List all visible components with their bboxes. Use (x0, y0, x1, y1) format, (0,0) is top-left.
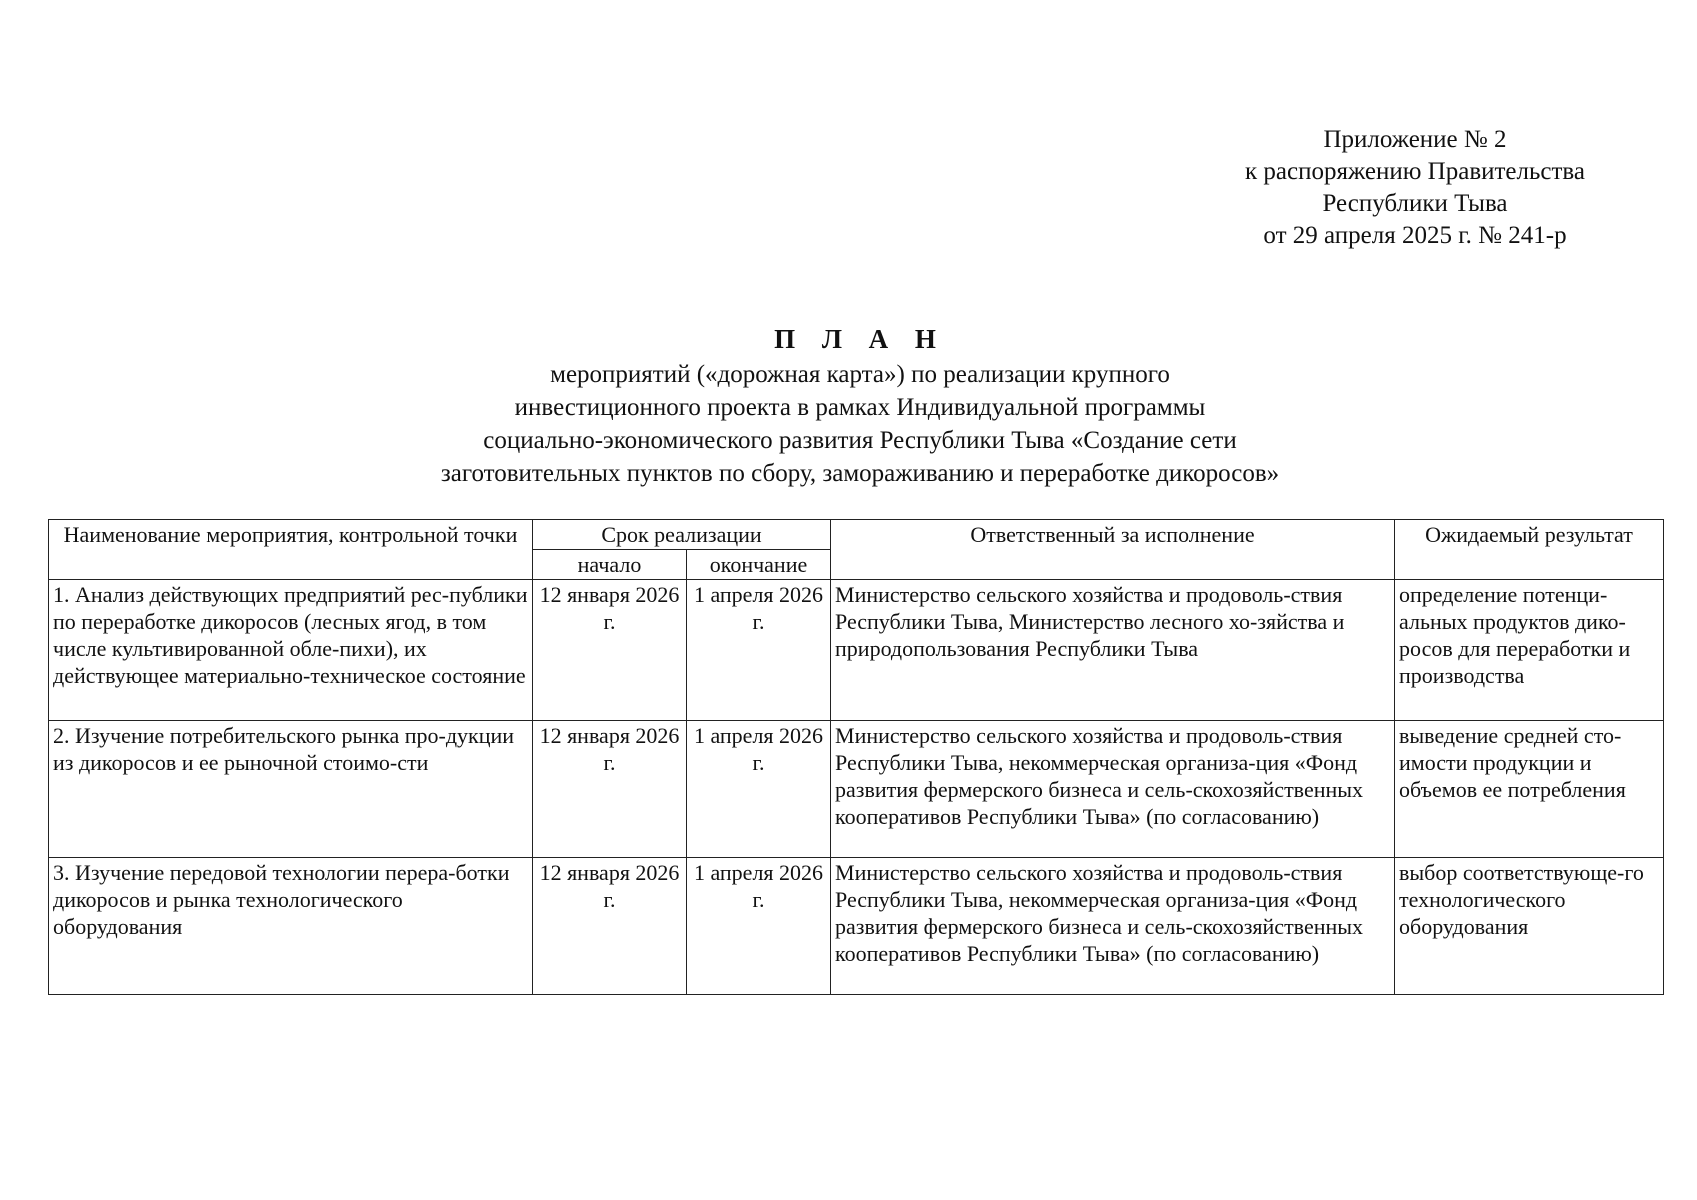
cell-responsible: Министерство сельского хозяйства и продоволь-ствия Республики Тыва, некоммерческая организа-ция «Фонд развития фермерского бизнеса и сель-скохозяйственных кооперативов Республики Тыва» (по согласованию) (831, 721, 1395, 858)
cell-name: 3. Изучение передовой технологии перера-ботки дикоросов и рынка технологического оборудования (49, 858, 533, 995)
cell-result: определение потенци-альных продуктов дико-росов для переработки и производства (1395, 580, 1664, 721)
appendix-republic: Республики Тыва (1322, 190, 1508, 217)
cell-name: 2. Изучение потребительского рынка про-дукции из дикоросов и ее рыночной стоимо-сти (49, 721, 533, 858)
subtitle-line-3: социально-экономического развития Республики Тыва «Создание сети (483, 427, 1237, 454)
cell-start: 12 января 2026 г. (533, 580, 687, 721)
header-responsible: Ответственный за исполнение (831, 520, 1395, 580)
cell-result: выведение средней сто-имости продукции и объемов ее потребления (1395, 721, 1664, 858)
appendix-date: от 29 апреля 2025 г. № 241-р (1263, 222, 1567, 249)
document-title-block (300, 322, 1420, 490)
header-end: окончание (687, 550, 831, 580)
appendix-order-ref: к распоряжению Правительства (1244, 158, 1585, 185)
document-subtitle (300, 358, 1420, 490)
cell-start: 12 января 2026 г. (533, 721, 687, 858)
appendix-header (1205, 124, 1625, 252)
header-start: начало (533, 550, 687, 580)
cell-responsible: Министерство сельского хозяйства и продоволь-ствия Республики Тыва, некоммерческая организа-ция «Фонд развития фермерского бизнеса и сель-скохозяйственных кооперативов Республики Тыва» (по согласованию) (831, 858, 1395, 995)
subtitle-line-4: заготовительных пунктов по сбору, замораживанию и переработке дикоросов» (440, 460, 1280, 487)
cell-end: 1 апреля 2026 г. (687, 721, 831, 858)
header-name: Наименование мероприятия, контрольной точки (49, 520, 533, 580)
subtitle-line-1: мероприятий («дорожная карта») по реализации крупного (550, 361, 1170, 388)
cell-start: 12 января 2026 г. (533, 858, 687, 995)
roadmap-table (48, 519, 1664, 995)
cell-responsible: Министерство сельского хозяйства и продоволь-ствия Республики Тыва, Министерство лесного хо-зяйства и природопользования Республики Тыва (831, 580, 1395, 721)
cell-end: 1 апреля 2026 г. (687, 858, 831, 995)
header-result: Ожидаемый результат (1395, 520, 1664, 580)
table-header-row (49, 520, 1664, 550)
table-row (49, 721, 1664, 858)
cell-name: 1. Анализ действующих предприятий рес-публики по переработке дикоросов (лесных ягод, в том числе культивированной обле-пихи), их действующее материально-техническое состояние (49, 580, 533, 721)
header-period: Срок реализации (533, 520, 831, 550)
table-row (49, 858, 1664, 995)
appendix-number: Приложение № 2 (1323, 126, 1507, 153)
cell-end: 1 апреля 2026 г. (687, 580, 831, 721)
table-row (49, 580, 1664, 721)
cell-result: выбор соответствующе-го технологического оборудования (1395, 858, 1664, 995)
document-title: П Л А Н (774, 324, 946, 354)
subtitle-line-2: инвестиционного проекта в рамках Индивидуальной программы (514, 394, 1206, 421)
